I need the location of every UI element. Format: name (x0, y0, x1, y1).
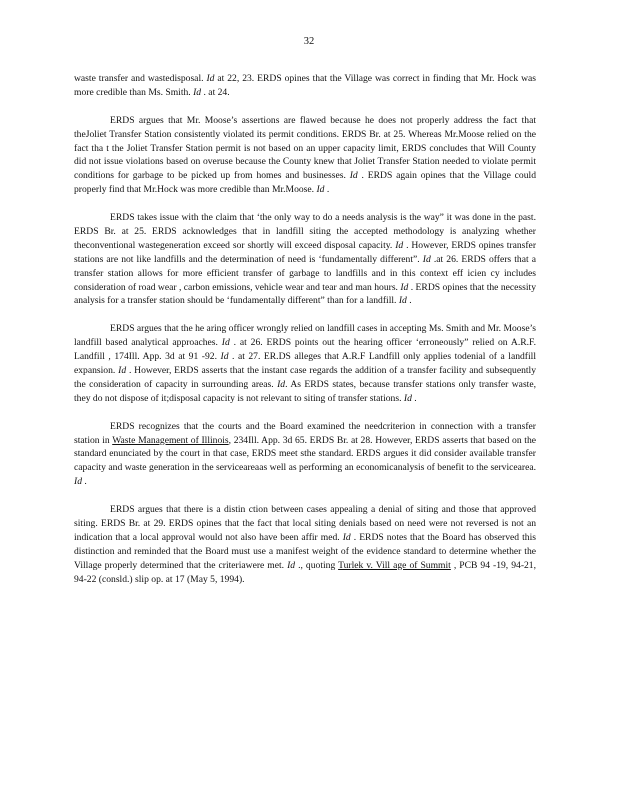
text-run: . ERDS opines that the necessity analysis for a transfer station should be ‘fundamentally different” than for a landfill. (74, 281, 536, 307)
citation-id: Id (342, 531, 351, 543)
text-run: , 234Ill. App. 3d 65. ERDS Br. at 28. However, ERDS asserts that based on the standard enunciated by the court in that case, ERDS meet sthe standard. ERDS argues it did consider available transfer capacity and waste generation in the serviceareaas well as performing an economicanalysis of benefit to the servicearea. (74, 434, 537, 474)
case-name: Waste Management of Illinois (112, 434, 229, 446)
paragraph (74, 503, 536, 586)
text-run: . at 26. ERDS points out the hearing officer ‘erroneously” relied on A.R.F. Landfill , 174Ill. App. 3d at 91 -92. (74, 337, 537, 363)
text-run: . ERDS notes that the Board has observed this distinction and reminded that the Board must use a manifest weight of the evidence standard to determine whether the Village properly determined that the criteriawere met. (74, 531, 536, 571)
text-run: . (406, 295, 412, 307)
text-run: . ERDS again opines that the Village could properly find that Mr.Hock was more credible than Mr.Moose. (74, 170, 536, 196)
text-run: waste transfer and wastedisposal. (74, 73, 207, 84)
paragraph (74, 322, 536, 405)
document-body (74, 72, 536, 600)
paragraph (74, 211, 536, 308)
citation-id: Id (422, 253, 431, 265)
paragraph (74, 114, 536, 197)
citation-id: Id (400, 281, 409, 293)
citation-id: Id (398, 295, 407, 307)
text-run: . As ERDS states, because transfer stations only transfer waste, they do not dispose of it;disposal capacity is not relevant to siting of transfer stations. (74, 378, 536, 404)
text-run: . (82, 476, 87, 488)
text-run: , PCB 94 -19, 94-21, 94-22 (consld.) slip op. at 17 (May 5, 1994). (74, 559, 537, 585)
paragraph (74, 420, 536, 490)
case-name: Turlek v. Vill age of Summit (338, 559, 451, 571)
citation-id: Id (221, 337, 230, 349)
text-run: . However, ERDS asserts that the instant case regards the addition of a transfer facility and subsequently the consideration of capacity in surrounding areas. (74, 364, 536, 390)
text-run: . at 27. ER.DS alleges that A.R.F Landfill only applies todenial of a landfill expansion. (74, 351, 537, 376)
text-run: . at 24. (201, 86, 230, 98)
citation-id: Id (206, 73, 215, 84)
text-run: ., quoting (295, 559, 339, 571)
citation-id: Id (403, 392, 412, 404)
text-run: at 22, 23. ERDS opines that the Village was correct in finding that Mr. Hock was more credible than Ms. Smith. (74, 73, 536, 98)
text-run: . (411, 392, 417, 404)
citation-id: Id (74, 476, 82, 488)
text-run: ERDS argues that Mr. Moose’s assertions are flawed because he does not properly address the fact that theJoliet Transfer Station consistently violated its permit conditions. ERDS Br. at 25. Whereas Mr.Moose relied on the fact tha t the Joliet Transfer Station permit is not based on an upper capacity limit, ERDS concludes that Will County did not issue violations based on overuse because the County knew that Joliet Transfer Station needed to violate permit conditions for garbage to be picked up from homes and businesses. (74, 114, 536, 182)
citation-id: Id (193, 86, 202, 98)
text-run: ERDS argues that the he aring officer wrongly relied on landfill cases in accepting Ms. Smith and Mr. Moose’s landfill based analytical approaches. (74, 323, 536, 349)
citation-id: Id (277, 378, 286, 390)
paragraph (74, 72, 536, 100)
citation-id: Id (316, 184, 325, 196)
citation-id: Id (349, 170, 358, 182)
text-run: .at 26. ERDS offers that a transfer station allows for more efficient transfer of garbage to landfills and in this context eff icien cy includes consideration of road wear , carbon emissions, vehicle wear and tear and man hours. (74, 253, 536, 293)
citation-id: Id (220, 351, 229, 363)
text-run: ERDS recognizes that the courts and the Board examined the needcriterion in connection with a transfer station in (74, 420, 536, 446)
citation-id: Id (287, 559, 296, 571)
text-run: . However, ERDS opines transfer stations are not like landfills and the determination of need is ‘fundamentally different”. (74, 239, 537, 265)
citation-id: Id (118, 364, 127, 376)
citation-id: Id (395, 239, 404, 251)
text-run: ERDS argues that there is a distin ction between cases appealing a denial of siting and those that approved siting. ERDS Br. at 29. ERDS opines that the fact that local siting denials based on need were not reversed is not an indication that a local approval would not also have been affir med. (74, 504, 536, 543)
page-number: 32 (303, 36, 315, 47)
text-run: ERDS takes issue with the claim that ‘the only way to do a needs analysis is the way” it was done in the past. ERDS Br. at 25. ERDS acknowledges that in landfill siting the accepted methodology is analyzing whether theconventional wastegeneration exceed sor shortly will exceed disposal capacity. (74, 212, 536, 251)
text-run: . (324, 184, 330, 196)
